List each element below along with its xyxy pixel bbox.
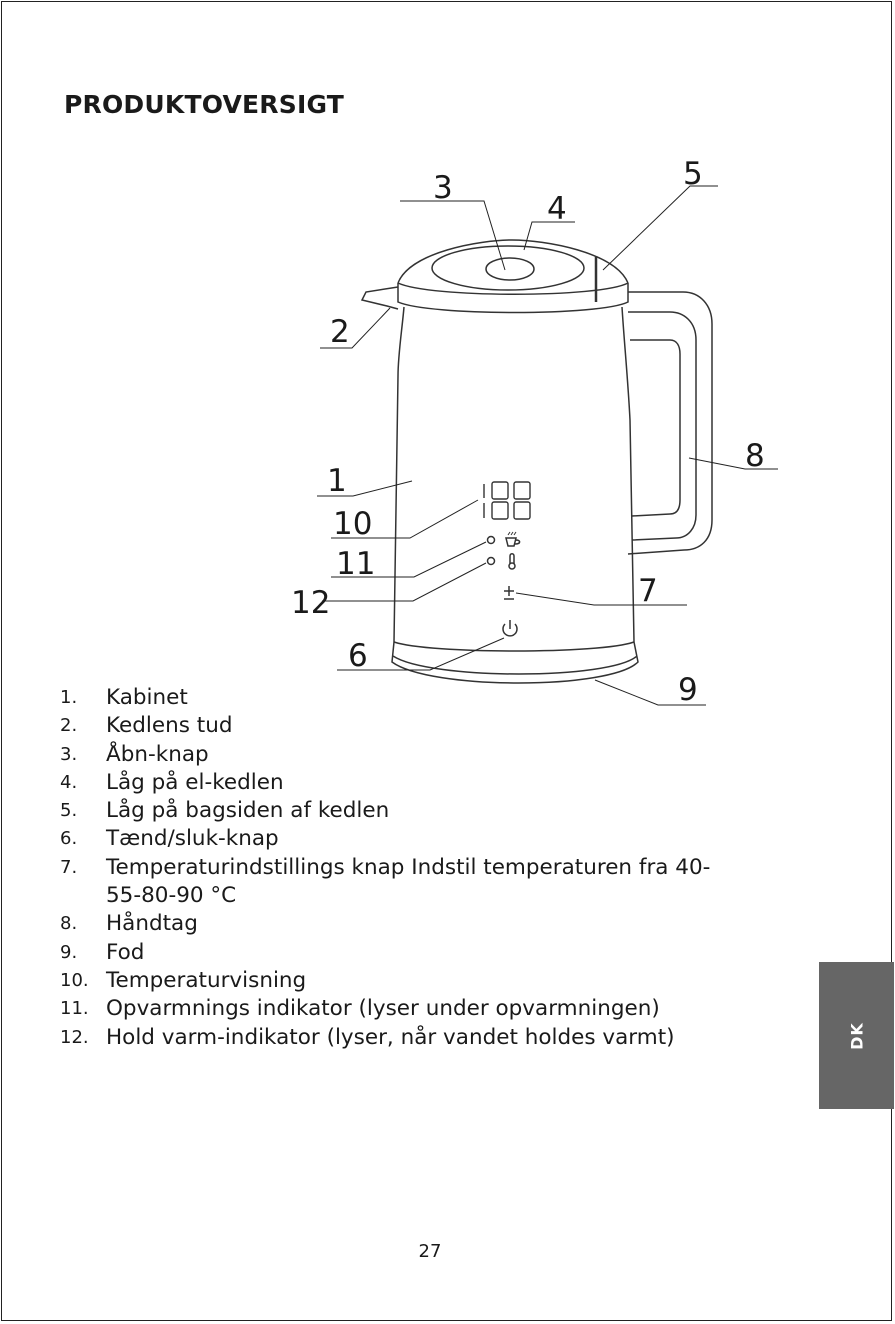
callout-3: 3 [433, 170, 453, 206]
callout-6: 6 [348, 638, 368, 674]
lid-inner-ring [432, 246, 584, 290]
callout-11: 11 [336, 546, 376, 582]
body-left [394, 307, 404, 642]
list-item: 11. Opvarmnings indikator (lyser under opvarmningen) [60, 996, 660, 1022]
heating-indicator-led [488, 537, 495, 544]
parts-list [60, 684, 780, 1052]
list-item: 4. Låg på el-kedlen [60, 769, 284, 795]
plus-minus-icon [504, 586, 514, 599]
list-item: 8. Håndtag [60, 911, 198, 937]
language-tab [819, 962, 894, 1109]
callout-4: 4 [547, 191, 567, 227]
spout [362, 287, 398, 309]
kettle-drawing [362, 240, 712, 683]
callout-2: 2 [330, 314, 350, 350]
callout-numbers [291, 156, 765, 708]
power-icon [503, 620, 517, 636]
language-tab-label: DK [847, 1021, 866, 1050]
leader-lines [317, 186, 778, 705]
list-item: 1. Kabinet [60, 685, 188, 710]
handle-inner [630, 340, 680, 516]
page-number: 27 [418, 1241, 442, 1262]
callout-5: 5 [683, 156, 703, 192]
callout-9: 9 [678, 672, 698, 708]
temperature-display [484, 482, 530, 519]
list-item: 7. Temperaturindstillings knap Indstil temperaturen fra 40-55-80-90 °C [60, 854, 711, 909]
keepwarm-indicator-led [488, 558, 495, 565]
body-right [622, 307, 634, 642]
callout-1: 1 [327, 463, 347, 499]
list-item: 10. Temperaturvisning [60, 967, 307, 993]
list-item: 9. Fod [60, 939, 145, 965]
callout-7: 7 [638, 573, 658, 609]
lid-rim [398, 283, 628, 313]
callout-12: 12 [291, 585, 331, 621]
list-item: 5. Låg på bagsiden af kedlen [60, 798, 390, 824]
callout-10: 10 [333, 506, 373, 542]
open-button [486, 258, 534, 280]
list-item: 2. Kedlens tud [60, 713, 233, 739]
callout-8: 8 [745, 438, 765, 474]
list-item: 12. Hold varm-indikator (lyser, når vandet holdes varmt) [60, 1024, 675, 1050]
list-item: 6. Tænd/sluk-knap [60, 826, 279, 852]
list-item: 3. Åbn-knap [60, 741, 209, 767]
steam-cup-icon [506, 538, 520, 546]
page-title: PRODUKTOVERSIGT [64, 90, 345, 119]
